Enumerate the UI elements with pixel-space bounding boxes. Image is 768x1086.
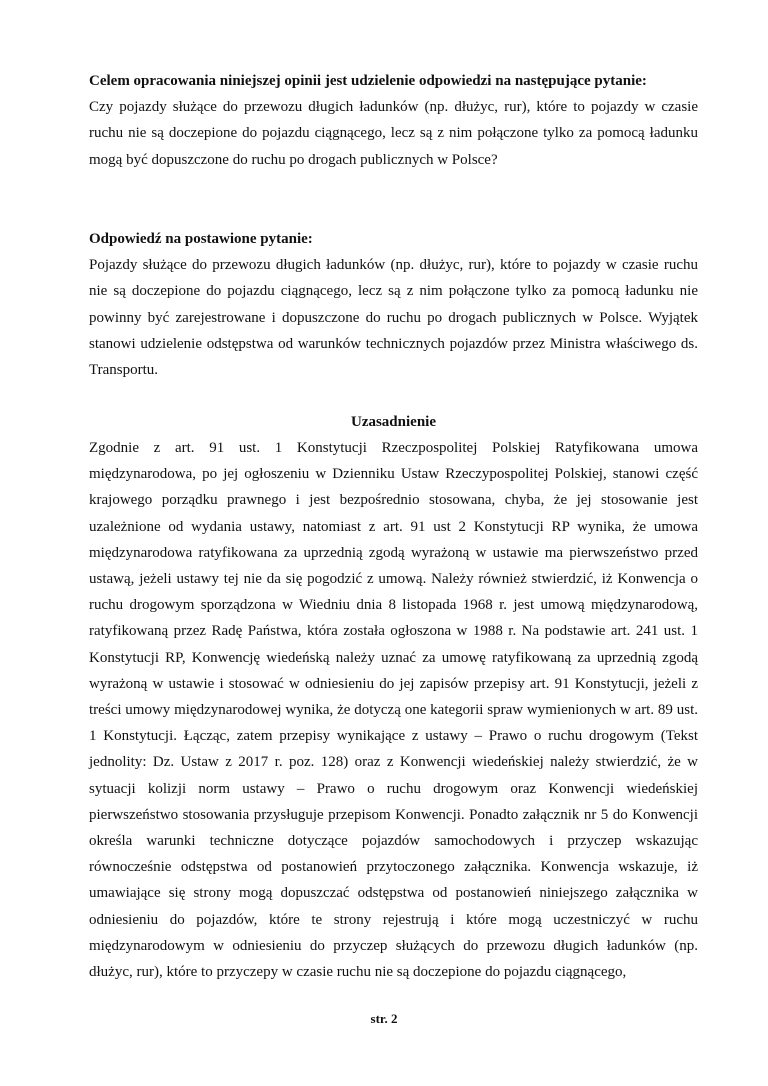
answer-heading: Odpowiedź na postawione pytanie: [89, 231, 313, 247]
question-section [89, 68, 698, 173]
question-heading: Celem opracowania niniejszej opinii jest udzielenie odpowiedzi na następujące pytanie: [89, 73, 647, 89]
justification-text: Zgodnie z art. 91 ust. 1 Konstytucji Rzeczpospolitej Polskiej Ratyfikowana umowa międzynarodowa, po jej ogłoszeniu w Dzienniku Ustaw Rzeczypospolitej Polskiej, stanowi część krajowego porządku prawnego i jest bezpośrednio stosowana, chyba, że jej stosowanie jest uzależnione od wydania ustawy, natomiast z art. 91 ust 2 Konstytucji RP wynika, że umowa międzynarodowa ratyfikowana za uprzednią zgodą wyrażoną w ustawie ma pierwszeństwo przed ustawą, jeżeli ustawy tej nie da się pogodzić z umową. Należy również stwierdzić, iż Konwencja o ruchu drogowym sporządzona w Wiedniu dnia 8 listopada 1968 r. jest umową międzynarodową, ratyfikowaną przez Radę Państwa, która została ogłoszona w 1988 r. Na podstawie art. 241 ust. 1 Konstytucji RP, Konwencję wiedeńską należy uznać za umowę ratyfikowaną za uprzednią zgodą wyrażoną w ustawie i stosować w odniesieniu do jej zapisów przepisy art. 91 Konstytucji, jeżeli z treści umowy międzynarodowej wynika, że dotyczą one kategorii spraw wymienionych w art. 89 ust. 1 Konstytucji. Łącząc, zatem przepisy wynikające z ustawy – Prawo o ruchu drogowym (Tekst jednolity: Dz. Ustaw z 2017 r. poz. 128) oraz z Konwencji wiedeńskiej należy stwierdzić, że w sytuacji kolizji norm ustawy – Prawo o ruchu drogowym oraz Konwencji wiedeńskiej pierwszeństwo stosowania przysługuje przepisom Konwencji. Ponadto załącznik nr 5 do Konwencji określa warunki techniczne dotyczące pojazdów samochodowych i przyczep wskazując równocześnie odstępstwa od postanowień przytoczonego załącznika. Konwencja wskazuje, iż umawiające się strony mogą dopuszczać odstępstwa od postanowień niniejszego załącznika w odniesieniu do pojazdów, które te strony rejestrują i które mogą uczestniczyć w ruchu międzynarodowym w odniesieniu do przyczep służących do przewozu długich ładunków (np. dłużyc, rur), które to przyczepy w czasie ruchu nie są doczepione do pojazdu ciągnącego, [89, 440, 698, 981]
justification-heading: Uzasadnienie [350, 414, 436, 430]
answer-section [89, 226, 698, 383]
answer-text: Pojazdy służące do przewozu długich ładunków (np. dłużyc, rur), które to pojazdy w czasie ruchu nie są doczepione do pojazdu ciągnącego, lecz są z nim połączone tylko za pomocą ładunku nie powinny być zarejestrowane i dopuszczone do ruchu po drogach publicznych w Polsce. Wyjątek stanowi udzielenie odstępstwa od warunków technicznych pojazdów przez Ministra właściwego ds. Transportu. [89, 257, 698, 379]
justification-section [89, 435, 698, 985]
question-text: Czy pojazdy służące do przewozu długich ładunków (np. dłużyc, rur), które to pojazdy w czasie ruchu nie są doczepione do pojazdu ciągnącego, lecz są z nim połączone tylko za pomocą ładunku mogą być dopuszczone do ruchu po drogach publicznych w Polsce? [89, 99, 698, 168]
page-number: str. 2 [370, 1011, 398, 1026]
